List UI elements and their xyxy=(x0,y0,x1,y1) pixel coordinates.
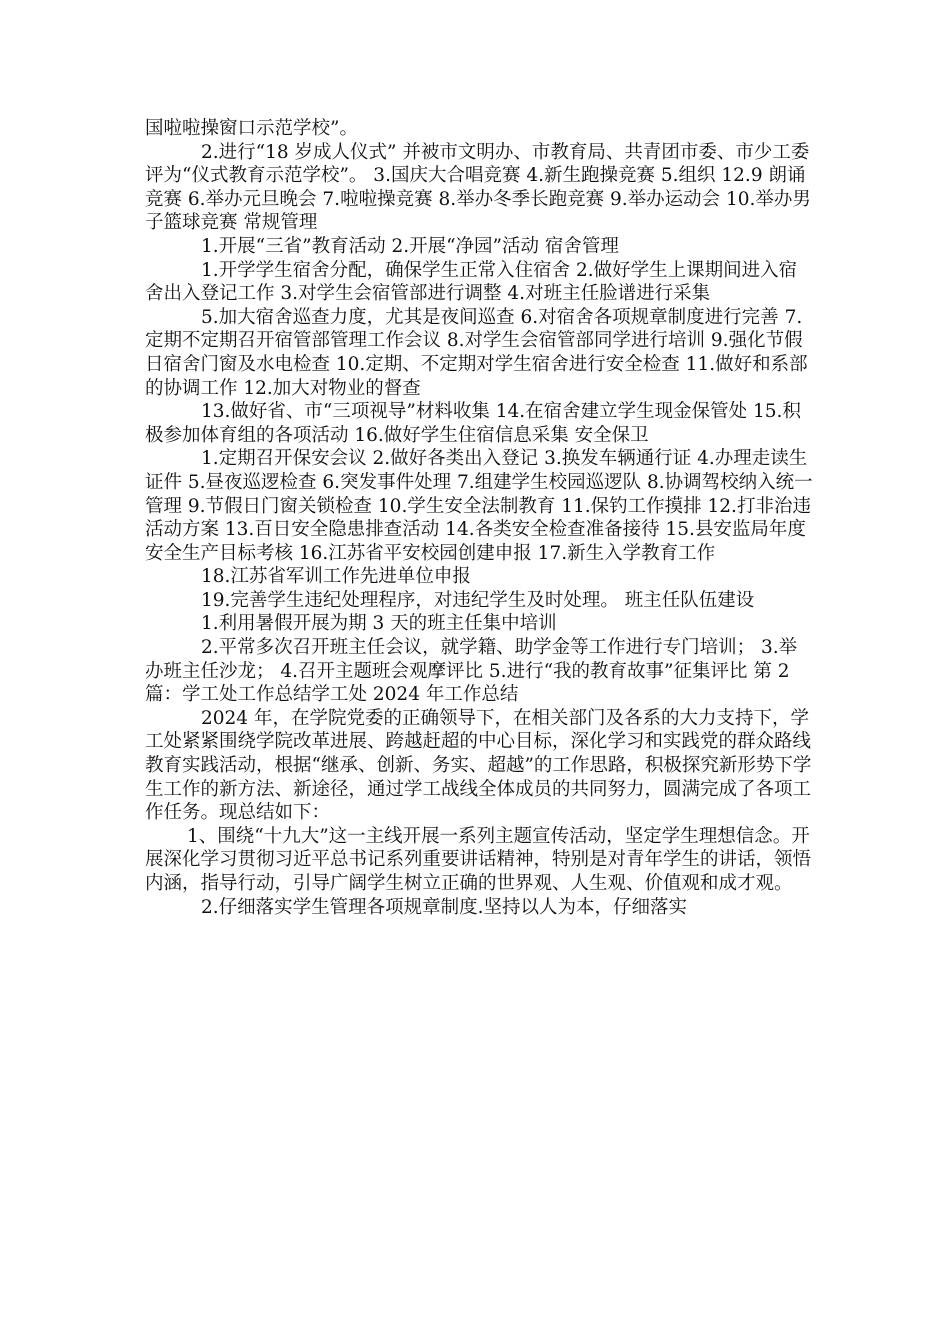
paragraph-6: 13.做好省、市“三项视导”材料收集 14.在宿舍建立学生现金保管处 15.积极参加体育组的各项活动 16.做好学生住宿信息采集 安全保卫 xyxy=(145,401,801,446)
paragraph-12: 2024 年，在学院党委的正确领导下，在相关部门及各系的大力支持下，学工处紧紧围绕学院改革进展、跨越赶超的中心目标，深化学习和实践党的群众路线教育实践活动，根据“继承、创新、务实、超越”的工作思路，积极探究新形势下学生工作的新方法、新途径，通过学工战线全体成员的共同努力，圆满完成了各项工作任务。现总结如下： xyxy=(145,707,812,824)
paragraph-5: 5.加大宿舍巡查力度，尤其是夜间巡查 6.对宿舍各项规章制度进行完善 7.定期不定期召开宿管部管理工作会议 8.对学生会宿管部同学进行培训 9.强化节假日宿舍门窗及水电检查 10.定期、不定期对学生宿舍进行安全检查 11.做好和系部的协调工作 12.加大对物业的督查 xyxy=(145,306,808,399)
paragraph-4: 1.开学学生宿舍分配，确保学生正常入住宿舍 2.做好学生上课期间进入宿舍出入登记工作 3.对学生会宿管部进行调整 4.对班主任脸谱进行采集 xyxy=(145,259,798,305)
paragraph-3: 1.开展“三省”教育活动 2.开展“净园”活动 宿舍管理 xyxy=(201,235,619,257)
paragraph-11: 2.平常多次召开班主任会议，就学籍、助学金等工作进行专门培训； 3.举办班主任沙龙； 4.召开主题班会观摩评比 5.进行“我的教育故事”征集评比 第 2 篇：学工处工作总结学工处 2024 年工作总结 xyxy=(145,637,798,706)
paragraph-13: 1、围绕“十九大”这一主线开展一系列主题宣传活动，坚定学生理想信念。开展深化学习贯彻习近平总书记系列重要讲话精神，特别是对青年学生的讲话，领悟内涵，指导行动，引导广阔学生树立正确的世界观、人生观、价值观和成才观。 xyxy=(145,825,812,894)
paragraph-9: 19.完善学生违纪处理程序，对违纪学生及时处理。 班主任队伍建设 xyxy=(201,589,755,611)
paragraph-7: 1.定期召开保安会议 2.做好各类出入登记 3.换发车辆通行证 4.办理走读生证件 5.昼夜巡逻检查 6.突发事件处理 7.组建学生校园巡逻队 8.协调驾校纳入统一管理 9.节假日门窗关锁检查 10.学生安全法制教育 11.保钓工作摸排 12.打非治违活动方案 13.百日安全隐患排查活动 14.各类安全检查准备接待 15.县安监局年度安全生产目标考核 16.江苏省平安校园创建申报 17.新生入学教育工作 xyxy=(145,448,813,564)
paragraph-10: 1.利用暑假开展为期 3 天的班主任集中培训 xyxy=(201,613,557,635)
paragraph-1: 国啦啦操窗口示范学校”。 xyxy=(145,118,358,139)
paragraph-8: 18.江苏省军训工作先进单位申报 xyxy=(201,566,471,588)
document-page xyxy=(145,117,813,919)
paragraph-14: 2.仔细落实学生管理各项规章制度.坚持以人为本，仔细落实 xyxy=(201,896,688,918)
paragraph-2: 2.进行“18 岁成人仪式” 并被市文明办、市教育局、共青团市委、市少工委评为“仪式教育示范学校”。 3.国庆大合唱竞赛 4.新生跑操竞赛 5.组织 12.9 朗诵竞赛 6.举办元旦晚会 7.啦啦操竞赛 8.举办冬季长跑竞赛 9.举办运动会 10.举办男子篮球竞赛 常规管理 xyxy=(145,141,811,234)
